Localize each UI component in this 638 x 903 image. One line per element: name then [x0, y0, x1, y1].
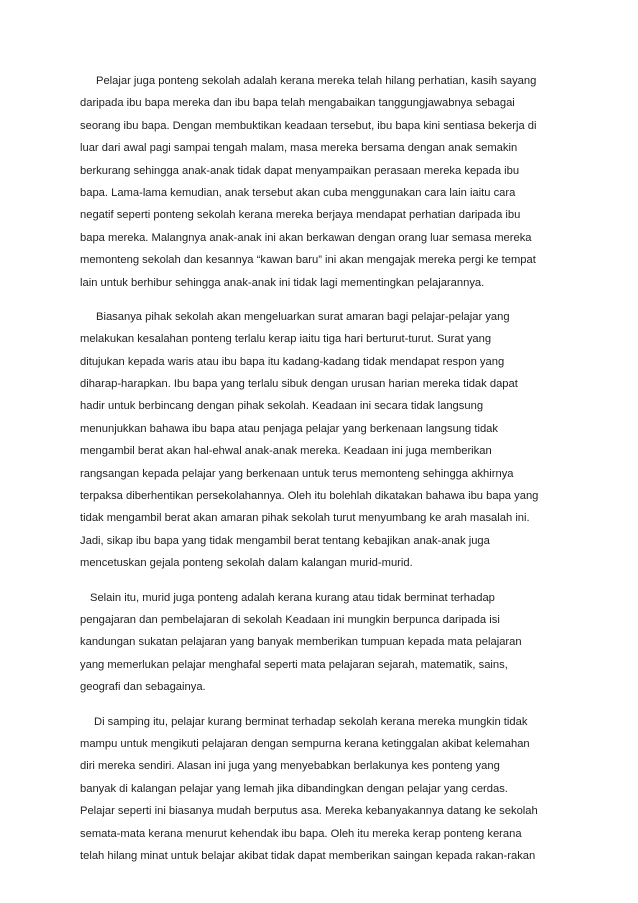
text-line: bapa mereka. Malangnya anak-anak ini akan berkawan dengan orang luar semasa mereka — [80, 231, 532, 244]
text-line: berkurang sehingga anak-anak tidak dapat menyampaikan perasaan mereka kepada ibu — [80, 164, 520, 177]
text-line: daripada ibu bapa mereka dan ibu bapa telah mengabaikan tanggungjawabnya sebagai — [80, 97, 515, 110]
text-line: memonteng sekolah dan kesannya “kawan baru” ini akan mengajak mereka pergi ke tempat — [80, 254, 536, 267]
text-line: melakukan kesalahan ponteng terlalu kerap iaitu tiga hari berturut-turut. Surat yang — [80, 333, 492, 346]
text-line: kandungan sukatan pelajaran yang banyak memberikan tumpuan kepada mata pelajaran — [80, 636, 522, 649]
text-line: Pelajar juga ponteng sekolah adalah kerana mereka telah hilang perhatian, kasih sayang — [96, 75, 537, 87]
text-line: rangsangan kepada pelajar yang berkenaan untuk terus memonteng sehingga akhirnya — [80, 467, 514, 480]
paragraph — [80, 587, 570, 699]
text-line: hadir untuk berbincang dengan pihak sekolah. Keadaan ini secara tidak langsung — [80, 400, 484, 413]
text-line: terpaksa diberhentikan persekolahannya. Oleh itu bolehlah dikatakan bahawa ibu bapa yang — [80, 490, 539, 503]
text-line: menunjukkan bahawa ibu bapa atau penjaga pelajar yang berkenaan langsung tidak — [80, 422, 498, 435]
text-line: Pelajar seperti ini biasanya mudah berputus asa. Mereka kebanyakannya datang ke sekolah — [80, 805, 538, 818]
text-line: telah hilang minat untuk belajar akibat tidak dapat memberikan saingan kepada rakan-rakan — [80, 849, 536, 862]
text-line: Di samping itu, pelajar kurang berminat terhadap sekolah kerana mereka mungkin tidak — [94, 715, 528, 728]
text-line: negatif seperti ponteng sekolah kerana mereka berjaya mendapat perhatian daripada ibu — [80, 209, 521, 222]
text-line: geografi dan sebagainya. — [80, 681, 206, 694]
paragraph — [80, 711, 570, 868]
text-line: tidak mengambil berat akan amaran pihak sekolah turut menyumbang ke arah masalah ini. — [80, 512, 530, 525]
text-line: diharap-harapkan. Ibu bapa yang terlalu sibuk dengan urusan harian mereka tidak dapat — [80, 378, 518, 391]
text-line: seorang ibu bapa. Dengan membuktikan keadaan tersebut, ibu bapa kini sentiasa bekerja di — [80, 119, 537, 132]
paragraph — [80, 306, 570, 575]
text-line: diri mereka sendiri. Alasan ini juga yang menyebabkan berlakunya kes ponteng yang — [80, 760, 500, 773]
text-line: luar dari awal pagi sampai tengah malam, masa mereka bersama dengan anak semakin — [80, 142, 518, 155]
text-line: yang memerlukan pelajar menghafal seperti mata pelajaran sejarah, matematik, sains, — [80, 658, 508, 671]
paragraph — [80, 70, 570, 294]
text-line: pengajaran dan pembelajaran di sekolah Keadaan ini mungkin berpunca daripada isi — [80, 613, 500, 626]
text-line: Jadi, sikap ibu bapa yang tidak mengambil berat tentang kebajikan anak-anak juga — [80, 534, 490, 547]
text-line: mampu untuk mengikuti pelajaran dengan sempurna kerana ketinggalan akibat kelemahan — [80, 737, 530, 750]
text-line: lain untuk berhibur sehingga anak-anak ini tidak lagi mementingkan pelajarannya. — [80, 276, 485, 289]
document-body — [80, 70, 570, 879]
text-line: semata-mata kerana menurut kehendak ibu bapa. Oleh itu mereka kerap ponteng kerana — [80, 827, 522, 840]
text-line: mencetuskan gejala ponteng sekolah dalam kalangan murid-murid. — [80, 557, 413, 570]
text-line: banyak di kalangan pelajar yang lemah jika dibandingkan dengan pelajar yang cerdas. — [80, 782, 508, 795]
text-line: Biasanya pihak sekolah akan mengeluarkan surat amaran bagi pelajar-pelajar yang — [96, 310, 510, 323]
text-line: mengambil berat akan hal-ehwal anak-anak mereka. Keadaan ini juga memberikan — [80, 445, 492, 458]
text-line: ditujukan kepada waris atau ibu bapa itu kadang-kadang tidak mendapat respon yang — [80, 355, 505, 368]
text-line: bapa. Lama-lama kemudian, anak tersebut akan cuba menggunakan cara lain iaitu cara — [80, 186, 516, 199]
text-line: Selain itu, murid juga ponteng adalah kerana kurang atau tidak berminat terhadap — [90, 591, 495, 604]
